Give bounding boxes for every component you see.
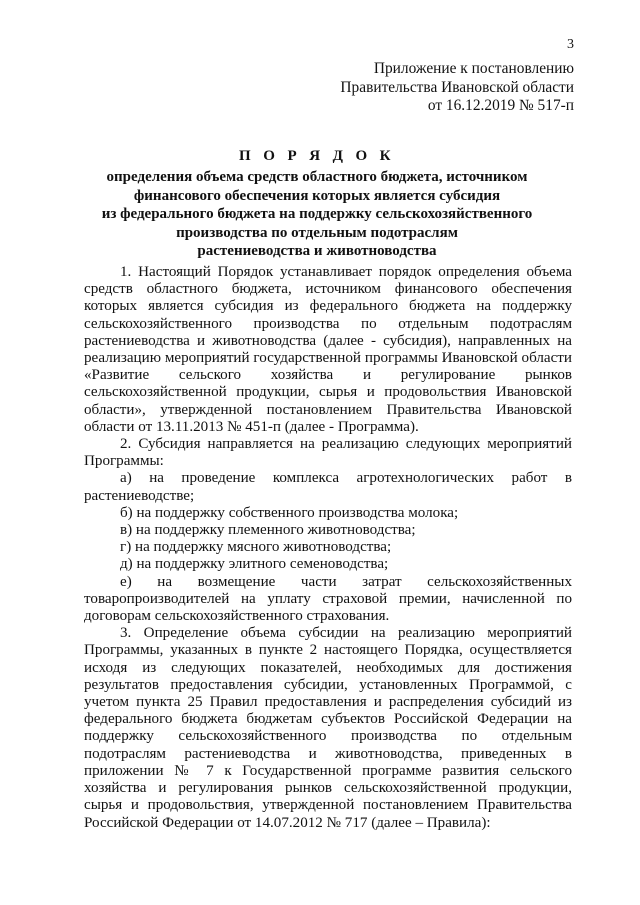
list-item-e: д) на поддержку элитного семеноводства; bbox=[120, 556, 389, 573]
title-line: из федерального бюджета на поддержку сельскохозяйственного bbox=[101, 206, 533, 223]
paragraph-2: 2. Субсидия направляется на реализацию следующих мероприятий Программы: bbox=[84, 436, 572, 470]
appendix-line: Правительства Ивановской области bbox=[340, 78, 574, 96]
title-line: производства по отдельным подотраслям bbox=[176, 224, 458, 241]
list-item-c: в) на поддержку племенного животноводства; bbox=[120, 522, 416, 539]
list-item-f: е) на возмещение части затрат сельскохозяйственных товаропроизводителей на уплату страховой премии, начисленной по договорам сельскохозяйственного страхования. bbox=[84, 573, 572, 625]
page-number: 3 bbox=[567, 37, 574, 52]
title-line: определения объема средств областного бюджета, источником bbox=[106, 169, 528, 186]
appendix-header bbox=[340, 60, 574, 116]
paragraph-3: 3. Определение объема субсидии на реализацию мероприятий Программы, указанных в пункте 2 настоящего Порядка, осуществляется исходя из следующих показателей, необходимых для достижения результатов предоставления субсидии, установленных Программой, с учетом пункта 25 Правил предоставления и распределения субсидий из федерального бюджета бюджетам субъектов Российской Федерации на поддержку сельскохозяйственного производства по отдельным подотраслям растениеводства и животноводства, приведенных в приложении № 7 к Государственной программе развития сельского хозяйства и регулирования рынков сельскохозяйственной продукции, сырья и продовольствия, утвержденной постановлением Правительства Российской Федерации от 14.07.2012 № 717 (далее – Правила): bbox=[84, 625, 572, 831]
list-item-d: г) на поддержку мясного животноводства; bbox=[120, 539, 392, 556]
appendix-line: Приложение к постановлению bbox=[373, 60, 574, 77]
title-line: растениеводства и животноводства bbox=[197, 243, 437, 260]
list-item-a: а) на проведение комплекса агротехнологических работ в растениеводстве; bbox=[84, 470, 572, 504]
appendix-line: от 16.12.2019 № 517-п bbox=[427, 97, 574, 115]
document-body bbox=[84, 264, 572, 832]
title-line: финансового обеспечения которых является субсидия bbox=[133, 187, 501, 204]
paragraph-1: 1. Настоящий Порядок устанавливает порядок определения объема средств областного бюджета, источником финансового обеспечения которых является субсидия из федерального бюджета на поддержку сельскохозяйственного производства по отдельным подотраслям растениеводства и животноводства (далее - субсидия), направленных на реализацию мероприятий государственной программы Ивановской области «Развитие сельского хозяйства и регулирование рынков сельскохозяйственной продукции, сырья и продовольствия Ивановской области», утвержденной постановлением Правительства Ивановской области от 13.11.2013 № 451-п (далее - Программа). bbox=[84, 264, 572, 435]
title-main: П О Р Я Д О К bbox=[239, 148, 395, 164]
list-item-b: б) на поддержку собственного производства молока; bbox=[120, 504, 459, 521]
document-title bbox=[60, 147, 574, 260]
